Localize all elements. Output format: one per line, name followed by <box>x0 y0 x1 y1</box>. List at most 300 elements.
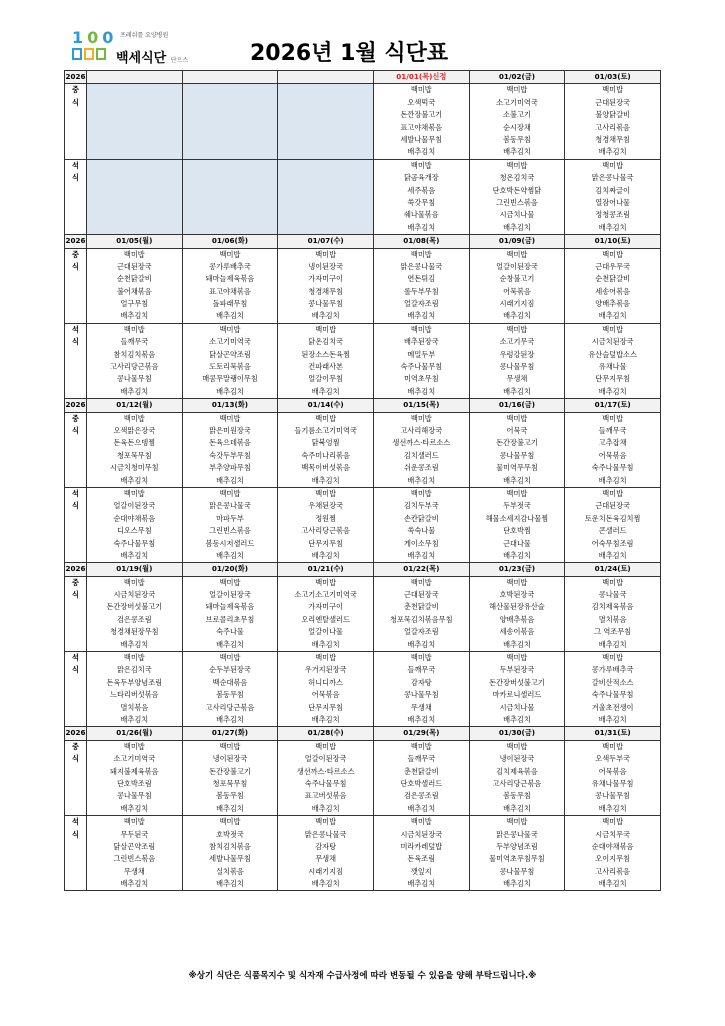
dinner-label <box>65 323 87 398</box>
dinner-menu-cell <box>469 652 565 727</box>
dish-item: 배추김치 <box>407 803 436 813</box>
dish-item: 가자미구이 <box>308 274 343 284</box>
dish-item: 고사리당근볶음 <box>301 526 350 536</box>
dinner-menu-cell <box>87 652 183 727</box>
dinner-menu-cell <box>182 652 278 727</box>
dish-item: 백미밥 <box>219 324 241 334</box>
dish-item: 배추김치 <box>407 147 436 157</box>
dish-item: 백미밥 <box>506 577 528 587</box>
lunch-menu-cell <box>278 740 374 815</box>
date-cell <box>278 71 374 84</box>
page-title: 2026년 1월 식단표 <box>250 41 449 66</box>
dish-item: 소고기무국 <box>499 337 535 347</box>
dish-item: 생선까스·타르소스 <box>296 766 355 776</box>
dish-item: 배추김치 <box>407 639 436 649</box>
dish-item: 백미밥 <box>315 653 337 663</box>
dinner-menu-cell <box>182 487 278 562</box>
dish-item: 얼갈이된장국 <box>209 590 251 600</box>
dish-item: 들깨무국 <box>407 754 436 764</box>
dish-item: 어숙무침조림 <box>591 538 634 548</box>
logo-digit-1: 1 <box>72 28 88 47</box>
dish-item: 백미밥 <box>506 413 528 423</box>
date-cell: 01/10(토) <box>565 235 661 248</box>
dish-item: 배추김치 <box>503 803 531 813</box>
dish-item: 어묵볶음 <box>503 286 531 296</box>
dish-item: 배추김치 <box>407 550 436 560</box>
lunch-row <box>65 248 661 323</box>
dish-item: 순시장채 <box>503 122 531 132</box>
dish-item: 양배추볶음 <box>499 614 535 624</box>
dish-item: 정청콩조림 <box>595 210 630 220</box>
dinner-row <box>65 487 661 562</box>
dish-item: 고사리당근볶음 <box>492 778 542 788</box>
dish-item: 배추김치 <box>120 475 149 485</box>
dish-item: 배추김치 <box>407 222 436 232</box>
meal-label-char: 식 <box>72 97 79 107</box>
dish-item: 돌파래무침 <box>212 299 248 309</box>
year-cell: 2026 <box>65 235 87 248</box>
dish-item: 백미밥 <box>219 577 241 587</box>
dish-item: 들깨무국 <box>120 337 149 347</box>
dish-item: 김치짜글이 <box>595 185 630 195</box>
dish-item: 들깨무국 <box>407 665 436 675</box>
dish-item: 백미밥 <box>123 653 145 663</box>
dinner-menu-cell <box>278 816 374 891</box>
dish-item: 메밀두부 <box>407 349 436 359</box>
dish-item: 백미밥 <box>219 488 241 498</box>
lunch-menu-cell <box>87 740 183 815</box>
dish-item: 백미밥 <box>410 85 432 95</box>
dish-item: 배추김치 <box>120 879 149 889</box>
date-cell: 01/19(월) <box>87 563 183 576</box>
logo-name-suffix: 단으스 <box>170 57 189 64</box>
week-header-row <box>65 71 661 84</box>
dish-item: 백미밥 <box>315 577 337 587</box>
dish-item: 백미밥 <box>602 577 624 587</box>
empty-day-cell <box>87 159 183 234</box>
dish-item: 청온김치국 <box>499 173 535 183</box>
dish-item: 어묵볶음 <box>598 450 627 460</box>
dish-item: 백미밥 <box>410 653 432 663</box>
dinner-row <box>65 323 661 398</box>
dish-item: 백미밥 <box>410 741 432 751</box>
date-cell: 01/27(화) <box>182 727 278 740</box>
meal-label-char: 식 <box>72 829 79 839</box>
dish-item: 맑은콩나물국 <box>496 829 538 839</box>
dish-item: 참치김치볶음 <box>113 349 156 359</box>
dish-item: 오색두부국 <box>595 754 630 764</box>
dish-item: 봄동무침 <box>216 690 244 700</box>
dish-item: 얼갈자조림 <box>403 299 439 309</box>
dish-item: 백미밥 <box>602 85 624 95</box>
date-cell: 01/03(토) <box>565 71 661 84</box>
week-header-row <box>65 727 661 740</box>
dish-item: 얼갈자조림 <box>403 627 439 637</box>
dish-item: 돈육두부양념조림 <box>106 677 163 687</box>
dish-item: 고사리해장국 <box>400 425 443 435</box>
dish-item: 백미밥 <box>123 249 145 259</box>
menu-table-body <box>65 71 661 891</box>
dish-item: 백미밥 <box>410 488 432 498</box>
date-cell: 01/30(금) <box>469 727 565 740</box>
date-cell: 01/16(금) <box>469 399 565 412</box>
date-cell: 01/20(화) <box>182 563 278 576</box>
logo-digit-2: 0 <box>87 28 103 47</box>
dish-item: 검은콩조림 <box>116 614 152 624</box>
dish-item: 백미밥 <box>602 160 624 170</box>
dish-item: 콩나물무침 <box>499 866 535 876</box>
dish-item: 청경채무침 <box>595 134 630 144</box>
year-cell: 2026 <box>65 727 87 740</box>
dish-item: 순천닭갈비 <box>116 274 152 284</box>
dish-item: 어묵국 <box>506 425 528 435</box>
dish-item: 백미밥 <box>123 741 145 751</box>
dish-item: 닭곰육개장 <box>403 173 439 183</box>
lunch-menu-cell <box>565 248 661 323</box>
dish-item: 쑥숙나물 <box>407 526 436 536</box>
dish-item: 물미역초무침무침 <box>489 854 545 864</box>
date-cell: 01/29(목) <box>373 727 469 740</box>
dish-item: 콩가루배추국 <box>591 665 634 675</box>
dish-item: 연돈튀김 <box>407 274 436 284</box>
date-cell: 01/31(토) <box>565 727 661 740</box>
dish-item: 배추김치 <box>120 550 149 560</box>
dish-item: 디오스무침 <box>116 526 152 536</box>
lunch-menu-cell <box>278 412 374 487</box>
lunch-label <box>65 412 87 487</box>
menu-table <box>64 70 661 891</box>
dish-item: 감자탕 <box>410 677 432 687</box>
dish-item: 백미밥 <box>506 741 528 751</box>
dish-item: 돼마늘제육볶음 <box>205 602 255 612</box>
dish-item: 봄동무침 <box>503 134 531 144</box>
dish-item: 순두부된장국 <box>209 665 251 675</box>
dinner-menu-cell <box>373 816 469 891</box>
dish-item: 근대된장국 <box>403 590 439 600</box>
dish-item: 오색맑은장국 <box>113 425 156 435</box>
dish-item: 백미밥 <box>410 160 432 170</box>
dish-item: 백미밥 <box>410 413 432 423</box>
dish-item: 배추김치 <box>216 879 244 889</box>
dish-item: 백미밥 <box>315 413 337 423</box>
dish-item: 세주볶음 <box>407 185 436 195</box>
date-cell: 01/05(월) <box>87 235 183 248</box>
dish-item: 불양닭갈비 <box>595 110 630 120</box>
dish-item: 청포묵김치볶음무침 <box>390 614 453 624</box>
dish-item: 불어채볶음 <box>116 286 152 296</box>
dish-item: 오이지무침 <box>595 854 630 864</box>
meal-label-char: 중 <box>72 577 79 587</box>
dish-item: 단무지무침 <box>308 538 343 548</box>
dish-item: 배추김치 <box>503 147 531 157</box>
dish-item: 유채나물무침 <box>591 778 634 788</box>
dish-item: 참치김치볶음 <box>209 841 251 851</box>
dish-item: 배추김치 <box>407 311 436 321</box>
lunch-label <box>65 248 87 323</box>
dish-item: 배추김치 <box>503 311 531 321</box>
dish-item: 고사리당근볶음 <box>110 362 159 372</box>
meal-label-char: 중 <box>72 413 79 423</box>
date-cell: 01/23(금) <box>469 563 565 576</box>
dish-item: 백미밥 <box>602 817 624 827</box>
dish-item: 얼갈이된장국 <box>304 754 347 764</box>
dish-item: 배추김치 <box>598 475 627 485</box>
dish-item: 배추김치 <box>407 714 436 724</box>
dish-item: 순대야채볶음 <box>591 841 634 851</box>
dish-item: 유산슬덮밥소스 <box>588 349 637 359</box>
lunch-row <box>65 740 661 815</box>
lunch-label <box>65 576 87 651</box>
dish-item: 순천닭갈비 <box>595 274 630 284</box>
dish-item: 무생채 <box>123 866 145 876</box>
lunch-label <box>65 740 87 815</box>
dish-item: 표고야채볶음 <box>209 286 251 296</box>
dish-item: 숙주나물무침 <box>113 538 156 548</box>
dish-item: 배추김치 <box>311 879 340 889</box>
dish-item: 돈간장버섯불고기 <box>489 677 545 687</box>
dish-item: 느타리버섯볶음 <box>110 690 159 700</box>
date-cell: 01/06(화) <box>182 235 278 248</box>
dish-item: 소불고기 <box>503 110 531 120</box>
dish-item: 배추김치 <box>216 475 244 485</box>
dish-item: 배추김치 <box>503 714 531 724</box>
dish-item: 쑥갓무침 <box>407 197 436 207</box>
dish-item: 배추김치 <box>216 386 244 396</box>
empty-day-cell <box>278 84 374 159</box>
dish-item: 배추김치 <box>598 386 627 396</box>
dish-item: 백미밥 <box>410 324 432 334</box>
dish-item: 도토리묵볶음 <box>209 362 251 372</box>
dish-item: 백미밥 <box>410 249 432 259</box>
dish-item: 무생채 <box>315 854 337 864</box>
logo-numerals <box>72 28 117 47</box>
dish-item: 얼갈이된장국 <box>496 261 538 271</box>
dish-item: 배추김치 <box>311 386 340 396</box>
dish-item: 백미밥 <box>506 85 528 95</box>
dish-item: 시금치무국 <box>595 829 630 839</box>
dish-item: 단무지무침 <box>308 702 343 712</box>
dish-item: 고사리당근볶음 <box>205 702 255 712</box>
dish-item: 배추김치 <box>598 803 627 813</box>
dish-item: 배추김치 <box>598 879 627 889</box>
dish-item: 무생채 <box>506 374 528 384</box>
lunch-menu-cell <box>469 740 565 815</box>
dish-item: 돼마늘제육볶음 <box>205 274 255 284</box>
dish-item: 배추김치 <box>598 222 627 232</box>
meal-label-char: 식 <box>72 754 79 764</box>
lunch-menu-cell <box>278 576 374 651</box>
dish-item: 우거지된장국 <box>304 665 347 675</box>
dish-item: 백미밥 <box>506 160 528 170</box>
dinner-menu-cell <box>373 323 469 398</box>
dish-item: 호박된장국 <box>499 590 535 600</box>
dish-item: 얼구무침 <box>120 299 149 309</box>
dish-item: 백미밥 <box>219 249 241 259</box>
dish-item: 배추김치 <box>503 475 531 485</box>
dinner-menu-cell <box>565 159 661 234</box>
dish-item: 고사리볶음 <box>595 866 630 876</box>
date-cell: 01/07(수) <box>278 235 374 248</box>
dish-item: 숙주나물 <box>216 627 244 637</box>
dish-item: 배추김치 <box>503 222 531 232</box>
dinner-menu-cell <box>469 159 565 234</box>
dish-item: 시래기지짐 <box>308 866 343 876</box>
dish-item: 마파두부 <box>216 513 244 523</box>
date-cell: 01/09(금) <box>469 235 565 248</box>
dish-item: 우채된장국 <box>308 501 343 511</box>
dish-item: 배추김치 <box>120 311 149 321</box>
dinner-label <box>65 652 87 727</box>
logo-digit-3: 0 <box>102 28 118 47</box>
dish-item: 근대된장국 <box>595 97 630 107</box>
dinner-menu-cell <box>87 323 183 398</box>
date-cell: 01/26(월) <box>87 727 183 740</box>
dish-item: 배추김치 <box>120 386 149 396</box>
dish-item: 시금치된장국 <box>113 590 156 600</box>
dish-item: 그린빈스볶음 <box>496 197 538 207</box>
meal-label-char: 식 <box>72 426 79 435</box>
dish-item: 콩가루배추국 <box>209 261 251 271</box>
dish-item: 배추김치 <box>216 550 244 560</box>
dish-item: 숙갓두부무침 <box>209 450 251 460</box>
dish-item: 콩나물무침 <box>308 299 343 309</box>
lunch-menu-cell <box>373 412 469 487</box>
dish-item: 백미밥 <box>315 249 337 259</box>
date-cell: 01/14(수) <box>278 399 374 412</box>
dish-item: 백미밥 <box>315 817 337 827</box>
meal-label-char: 석 <box>72 817 79 827</box>
dish-item: 청포묵무침 <box>212 778 248 788</box>
dish-item: 백미밥 <box>602 324 624 334</box>
date-cell: 01/12(월) <box>87 399 183 412</box>
dinner-menu-cell <box>278 652 374 727</box>
dish-item: 백미밥 <box>602 653 624 663</box>
date-cell: 01/01(목)신정 <box>373 71 469 84</box>
dish-item: 근대나물 <box>503 538 531 548</box>
dish-item: 배추김치 <box>598 714 627 724</box>
meal-label-char: 식 <box>72 261 79 271</box>
dish-item: 돈깐장불고기 <box>400 110 443 120</box>
empty-day-cell <box>278 159 374 234</box>
lunch-menu-cell <box>278 248 374 323</box>
dish-item: 배추김치 <box>598 311 627 321</box>
dish-item: 정원찜 <box>315 513 337 523</box>
dish-item: 백미밥 <box>506 488 528 498</box>
dish-item: 표고야채볶음 <box>400 122 443 132</box>
year-cell: 2026 <box>65 399 87 412</box>
dinner-menu-cell <box>87 816 183 891</box>
dish-item: 근대된장국 <box>116 261 152 271</box>
dish-item: 근대된장국 <box>595 501 630 511</box>
lunch-menu-cell <box>469 84 565 159</box>
dish-item: 백미밥 <box>123 488 145 498</box>
dish-item: 그 역조무침 <box>594 627 632 637</box>
dish-item: 소고기미역국 <box>496 97 538 107</box>
meal-label-char: 석 <box>72 160 79 170</box>
dish-item: 세발나물무침 <box>209 854 251 864</box>
dish-item: 배추김치 <box>311 803 340 813</box>
dish-item: 백미밥 <box>602 488 624 498</box>
dish-item: 단호박돈약찜닭 <box>492 185 542 195</box>
logo-name-text: 백세식단 <box>116 51 167 66</box>
dish-item: 롤두부무침 <box>403 286 439 296</box>
meal-label-char: 식 <box>72 501 79 511</box>
logo-blocks-icon <box>72 48 106 60</box>
dish-item: 미역초무침 <box>403 374 439 384</box>
dish-item: 김치샐러드 <box>403 450 439 460</box>
dish-item: 토운치돈육김치찜 <box>584 513 641 523</box>
dish-item: 멸치볶음 <box>598 614 627 624</box>
dish-item: 배추된장국 <box>403 337 439 347</box>
dish-item: 숙주나물무침 <box>304 778 347 788</box>
dish-item: 마카로니샐러드 <box>492 690 542 700</box>
dish-item: 백미밥 <box>602 741 624 751</box>
lunch-menu-cell <box>373 740 469 815</box>
dish-item: 냉이된장국 <box>308 261 343 271</box>
dish-item: 맑은콩나물국 <box>304 829 347 839</box>
lunch-menu-cell <box>565 84 661 159</box>
dish-item: 배추김치 <box>598 550 627 560</box>
dish-item: 호박젓국 <box>216 829 244 839</box>
week-header-row <box>65 399 661 412</box>
lunch-menu-cell <box>182 576 278 651</box>
dish-item: 배추김치 <box>311 550 340 560</box>
dish-item: 어묵볶음 <box>598 766 627 776</box>
dish-item: 닭북엉찜 <box>311 438 340 448</box>
dish-item: 시금치된장국 <box>400 829 443 839</box>
dish-item: 맑은미원장국 <box>209 425 251 435</box>
dish-item: 맑은콩나물국 <box>400 261 443 271</box>
dish-item: 맑은김치국 <box>116 665 152 675</box>
dinner-menu-cell <box>278 323 374 398</box>
year-cell: 2026 <box>65 71 87 84</box>
dish-item: 배추김치 <box>407 386 436 396</box>
logo-tagline: 프레쉬를 요양병원 <box>120 32 169 39</box>
dish-item: 어묵볶음 <box>311 690 340 700</box>
dish-item: 세발나물무침 <box>400 134 443 144</box>
dish-item: 무두된국 <box>120 829 149 839</box>
dish-item: 백순대볶음 <box>212 677 248 687</box>
dinner-menu-cell <box>373 487 469 562</box>
dish-item: 소고기미역국 <box>209 337 251 347</box>
dish-item: 시금치나물 <box>499 210 535 220</box>
dish-item: 된장소스돈육찜 <box>301 349 350 359</box>
dish-item: 표고버섯볶음 <box>304 791 347 801</box>
dish-item: 돼지불제육볶음 <box>110 766 159 776</box>
dish-item: 시금치청미무침 <box>110 463 159 473</box>
dish-item: 시금치나물 <box>499 702 535 712</box>
dinner-menu-cell <box>278 487 374 562</box>
dish-item: 냉이된장국 <box>499 754 535 764</box>
dish-item: 감자탕 <box>315 841 337 851</box>
logo-name <box>116 47 188 66</box>
lunch-menu-cell <box>182 412 278 487</box>
date-cell: 01/17(토) <box>565 399 661 412</box>
lunch-menu-cell <box>469 412 565 487</box>
dish-item: 두부양념조림 <box>496 841 538 851</box>
dish-item: 열잠어나물 <box>595 197 630 207</box>
dinner-menu-cell <box>373 652 469 727</box>
dish-item: 백목이버섯볶음 <box>301 463 350 473</box>
dish-item: 유채나물 <box>598 362 627 372</box>
week-header-row <box>65 563 661 576</box>
dish-item: 춘천닭갈비 <box>403 766 439 776</box>
dish-item: 손칸닭갈비 <box>403 513 439 523</box>
lunch-menu-cell <box>469 248 565 323</box>
dish-item: 세송이볶음 <box>499 627 535 637</box>
dish-item: 백미밥 <box>410 817 432 827</box>
dish-item: 무생채 <box>410 702 432 712</box>
